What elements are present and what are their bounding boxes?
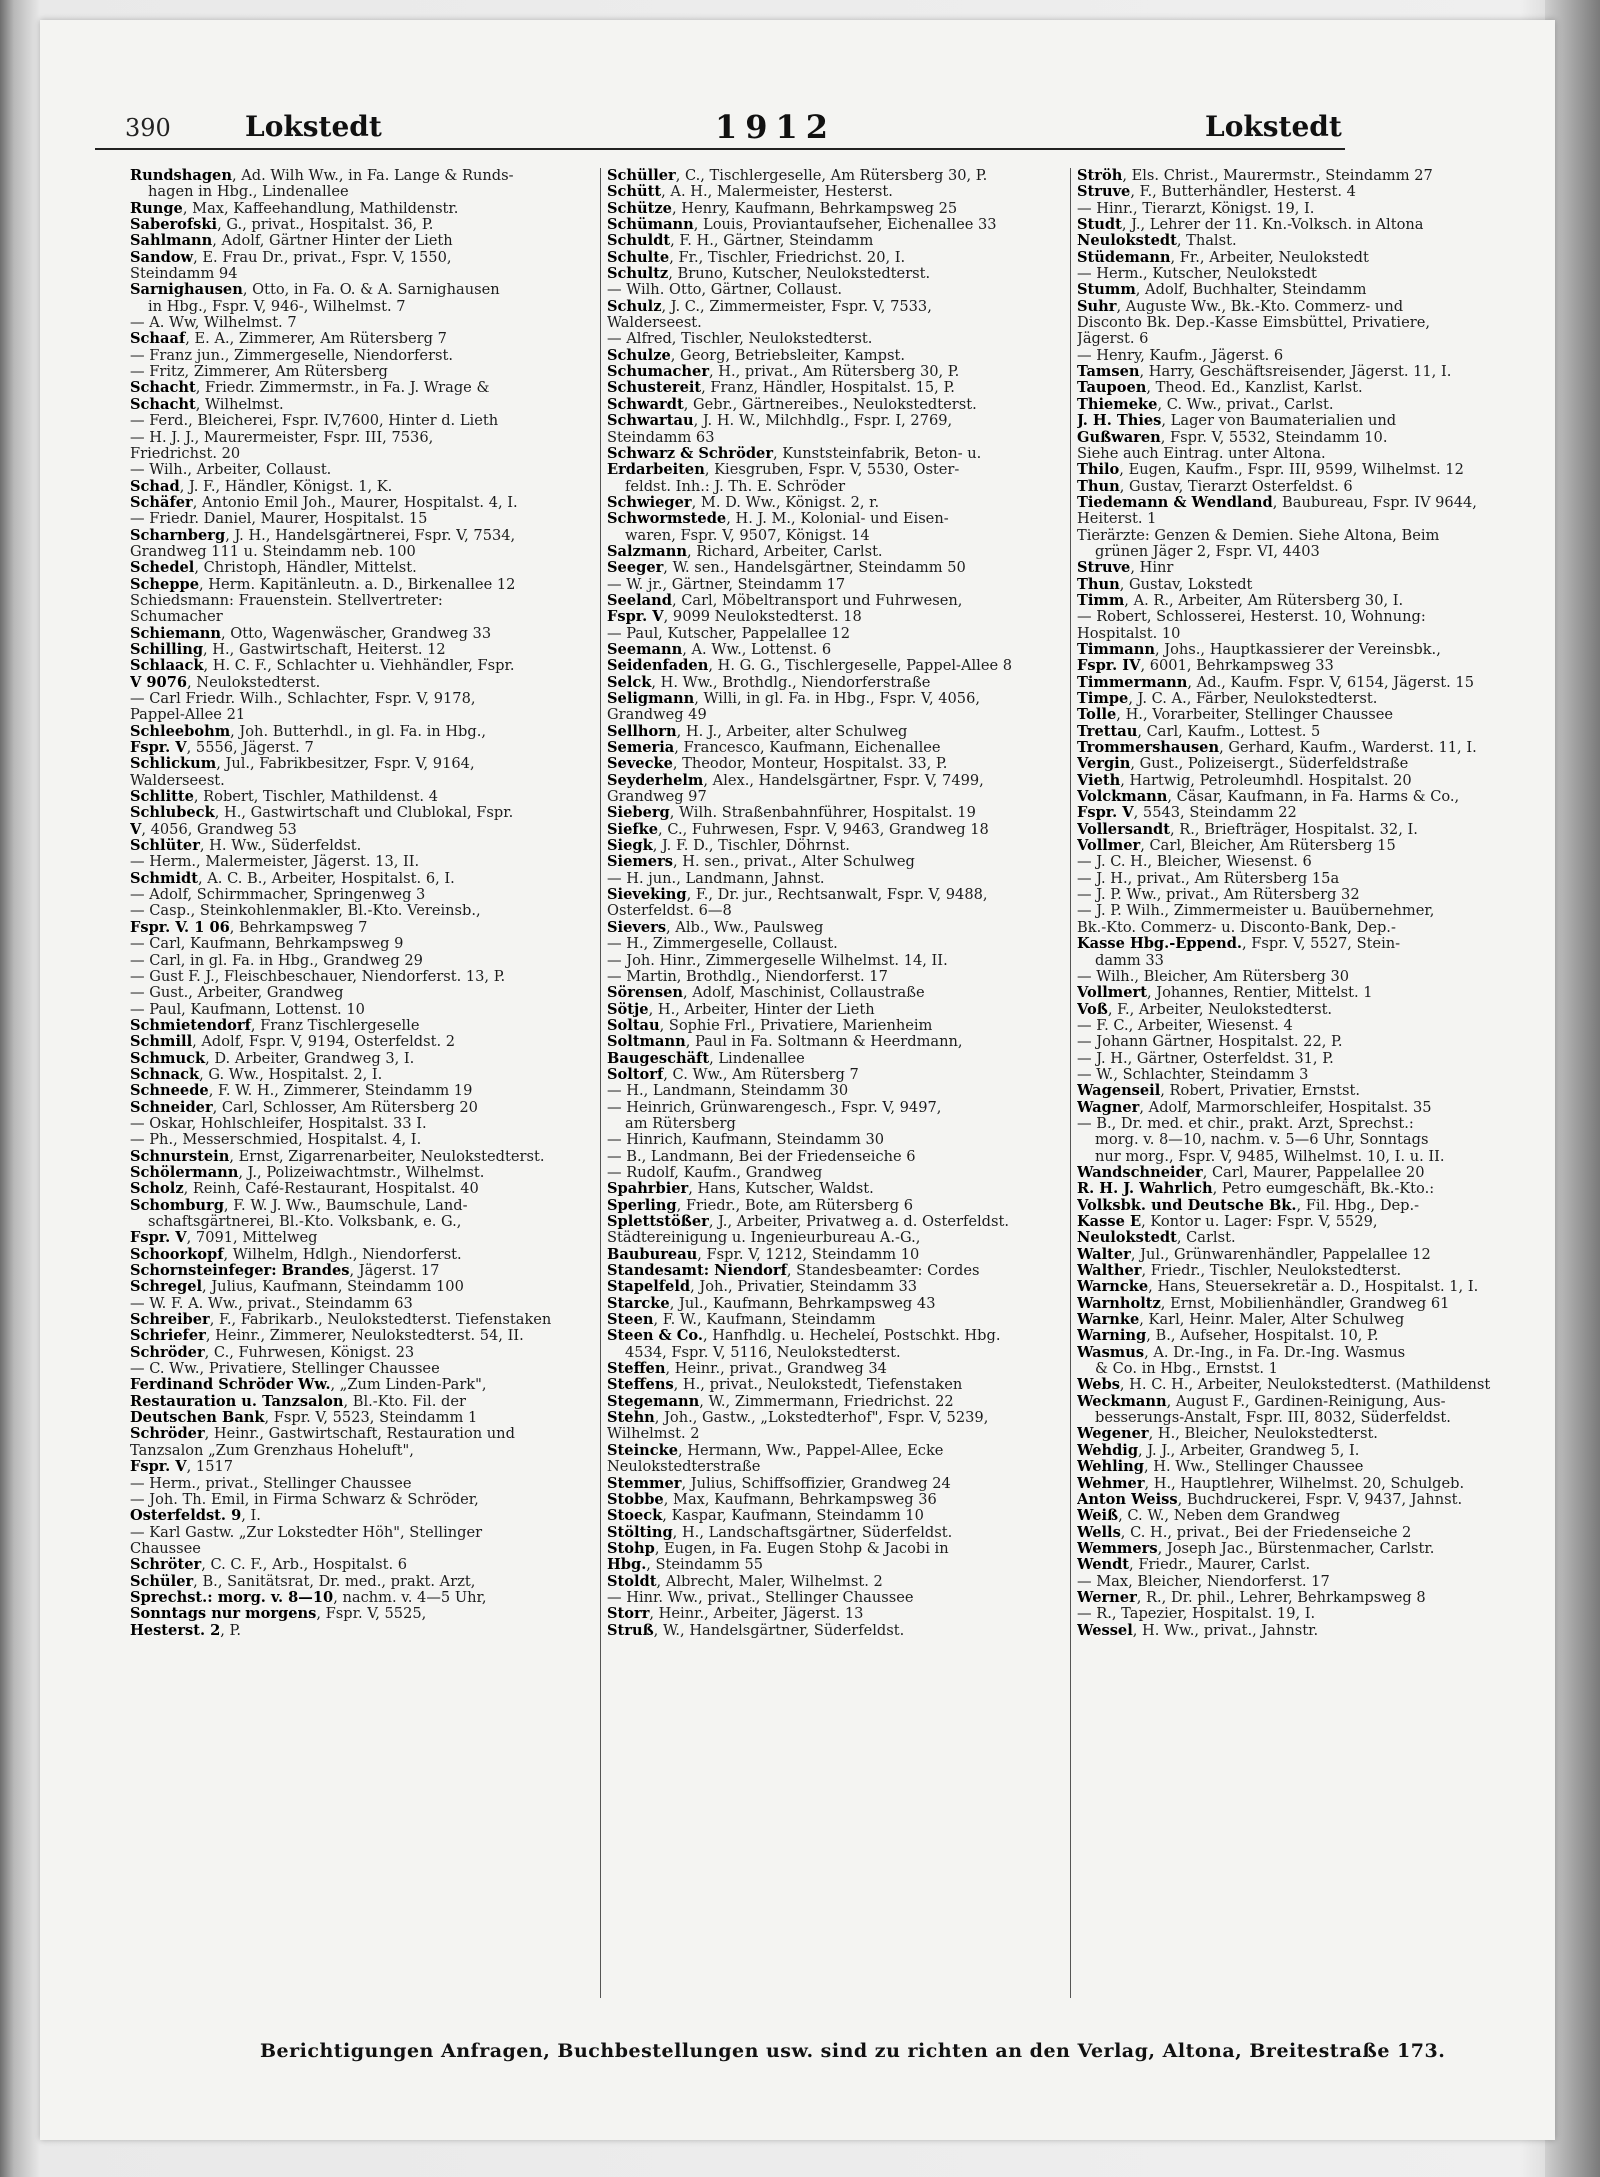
directory-entry: Anton Weiss, Buchdruckerei, Fspr. V, 9437, Jahnst. xyxy=(1077,1491,1463,1508)
directory-entry: — H. jun., Landmann, Jahnst. xyxy=(607,870,825,887)
running-head-left: Lokstedt xyxy=(245,110,382,143)
directory-entry: — Hinr. Ww., privat., Stellinger Chaussee xyxy=(607,1589,914,1606)
directory-entry: — Karl Gastw. „Zur Lokstedter Höh", Stellinger xyxy=(130,1524,483,1541)
directory-entry: — F. C., Arbeiter, Wiesenst. 4 xyxy=(1077,1017,1293,1034)
directory-entry: Schlickum, Jul., Fabrikbesitzer, Fspr. V, 9164, xyxy=(130,756,475,773)
directory-entry: Deutschen Bank, Fspr. V, 5523, Steindamm 1 xyxy=(130,1410,478,1427)
directory-entry: Wehmer, H., Hauptlehrer, Wilhelmst. 20, Schulgeb. xyxy=(1077,1475,1465,1492)
directory-entry: Stumm, Adolf, Buchhalter, Steindamm xyxy=(1077,282,1367,299)
directory-entry: — Gust F. J., Fleischbeschauer, Niendorferst. 13, P. xyxy=(130,968,506,985)
directory-entry: Schmietendorf, Franz Tischlergeselle xyxy=(130,1017,420,1034)
directory-entry: — J. H., Gärtner, Osterfeldst. 31, P. xyxy=(1077,1050,1334,1067)
directory-entry: Tamsen, Harry, Geschäftsreisender, Jägerst. 11, I. xyxy=(1077,364,1452,381)
directory-entry: — Robert, Schlosserei, Hesterst. 10, Wohnung: xyxy=(1077,609,1426,626)
directory-entry: — Franz jun., Zimmergeselle, Niendorferst. xyxy=(130,347,454,364)
directory-entry: grünen Jäger 2, Fspr. VI, 4403 xyxy=(1095,543,1320,560)
directory-entry: Fspr. V, 5543, Steindamm 22 xyxy=(1077,805,1297,822)
directory-entry: Stölting, H., Landschaftsgärtner, Süderfeldst. xyxy=(607,1524,953,1541)
directory-entry: Schedel, Christoph, Händler, Mittelst. xyxy=(130,560,417,577)
directory-entry: Schröder, C., Fuhrwesen, Königst. 23 xyxy=(130,1344,415,1361)
directory-entry: Stehn, Joh., Gastw., „Lokstedterhof", Fspr. V, 5239, xyxy=(607,1410,989,1427)
directory-entry: Friedrichst. 20 xyxy=(130,445,241,462)
directory-entry: Semeria, Francesco, Kaufmann, Eichenallee xyxy=(607,740,941,757)
directory-entry: — Carl, Kaufmann, Behrkampsweg 9 xyxy=(130,936,404,953)
directory-entry: Sarnighausen, Otto, in Fa. O. & A. Sarnighausen xyxy=(130,282,500,299)
directory-entry: Hesterst. 2, P. xyxy=(130,1622,242,1639)
directory-entry: Runge, Max, Kaffeehandlung, Mathildenstr. xyxy=(130,200,459,217)
directory-entry: Thilo, Eugen, Kaufm., Fspr. III, 9599, Wilhelmst. 12 xyxy=(1077,462,1464,479)
directory-entry: Osterfeldst. 6—8 xyxy=(607,903,732,920)
directory-entry: Baugeschäft, Lindenallee xyxy=(607,1050,805,1067)
directory-entry: — H., Zimmergeselle, Collaust. xyxy=(607,936,838,953)
directory-entry: Wegener, H., Bleicher, Neulokstedterst. xyxy=(1077,1426,1378,1443)
directory-entry: Schulz, J. C., Zimmermeister, Fspr. V, 7533, xyxy=(607,298,932,315)
directory-entry: Sahlmann, Adolf, Gärtner Hinter der Lieth xyxy=(130,233,453,250)
directory-entry: Tiedemann & Wendland, Baubureau, Fspr. IV 9644, xyxy=(1077,494,1477,511)
directory-entry: Fspr. V, 9099 Neulokstedterst. 18 xyxy=(607,609,862,626)
directory-entry: Seyderhelm, Alex., Handelsgärtner, Fspr. V, 7499, xyxy=(607,772,984,789)
running-head-year: 1912 xyxy=(715,108,837,146)
directory-entry: Schwormstede, H. J. M., Kolonial- und Eisen- xyxy=(607,511,949,528)
directory-entry: Sevecke, Theodor, Monteur, Hospitalst. 33, P. xyxy=(607,756,948,773)
directory-entry: Voß, F., Arbeiter, Neulokstedterst. xyxy=(1077,1001,1333,1018)
directory-entry: Vollmer, Carl, Bleicher, Am Rütersberg 15 xyxy=(1077,838,1396,855)
directory-entry: Wells, C. H., privat., Bei der Friedenseiche 2 xyxy=(1077,1524,1412,1541)
directory-entry: Neulokstedterstraße xyxy=(607,1459,761,1476)
directory-entry: Standesamt: Niendorf, Standesbeamter: Cordes xyxy=(607,1263,980,1280)
directory-entry: — J. H., privat., Am Rütersberg 15a xyxy=(1077,870,1340,887)
page-number: 390 xyxy=(125,114,171,142)
directory-entry: Siemers, H. sen., privat., Alter Schulweg xyxy=(607,854,915,871)
directory-entry: Chaussee xyxy=(130,1540,201,1557)
directory-entry: Schlitte, Robert, Tischler, Mathildenst. 4 xyxy=(130,789,438,806)
directory-entry: Schustereit, Franz, Händler, Hospitalst. 15, P. xyxy=(607,380,955,397)
directory-entry: feldst. Inh.: J. Th. E. Schröder xyxy=(625,478,846,495)
directory-entry: Weckmann, August F., Gardinen-Reinigung, Aus- xyxy=(1077,1393,1446,1410)
directory-entry: Suhr, Auguste Ww., Bk.-Kto. Commerz- und xyxy=(1077,298,1404,315)
directory-entry: Schröder, Heinr., Gastwirtschaft, Restauration und xyxy=(130,1426,515,1443)
directory-entry: Vollmert, Johannes, Rentier, Mittelst. 1 xyxy=(1077,985,1373,1002)
directory-entry: — Gust., Arbeiter, Grandweg xyxy=(130,985,344,1002)
directory-entry: Neulokstedt, Carlst. xyxy=(1077,1230,1236,1247)
directory-entry: damm 33 xyxy=(1095,952,1164,969)
directory-entry: Schultz, Bruno, Kutscher, Neulokstedterst. xyxy=(607,266,931,283)
directory-entry: Ströh, Els. Christ., Maurermstr., Steindamm 27 xyxy=(1077,168,1433,184)
directory-entry: Rundshagen, Ad. Wilh Ww., in Fa. Lange & Runds- xyxy=(130,168,514,184)
directory-entry: Schulze, Georg, Betriebsleiter, Kampst. xyxy=(607,347,905,364)
directory-entry: Walderseest. xyxy=(130,772,225,789)
directory-entry: & Co. in Hbg., Ernstst. 1 xyxy=(1095,1361,1278,1378)
directory-entry: — Alfred, Tischler, Neulokstedterst. xyxy=(607,331,873,348)
directory-entry: Schumacher xyxy=(130,609,223,626)
directory-entry: — W., Schlachter, Steindamm 3 xyxy=(1077,1066,1309,1083)
directory-entry: morg. v. 8—10, nachm. v. 5—6 Uhr, Sonntags xyxy=(1095,1132,1429,1149)
directory-entry: Schüler, B., Sanitätsrat, Dr. med., prakt. Arzt, xyxy=(130,1573,476,1590)
directory-entry: — Joh. Th. Emil, in Firma Schwarz & Schröder, xyxy=(130,1491,479,1508)
directory-entry: Schulte, Fr., Tischler, Friedrichst. 20, I. xyxy=(607,249,906,266)
directory-entry: Schiemann, Otto, Wagenwäscher, Grandweg 33 xyxy=(130,625,492,642)
directory-entry: Storr, Heinr., Arbeiter, Jägerst. 13 xyxy=(607,1606,864,1623)
directory-entry: Wehling, H. Ww., Stellinger Chaussee xyxy=(1077,1459,1364,1476)
directory-entry: Schütze, Henry, Kaufmann, Behrkampsweg 25 xyxy=(607,200,958,217)
directory-entry: — Paul, Kaufmann, Lottenst. 10 xyxy=(130,1001,365,1018)
directory-entry: — Rudolf, Kaufm., Grandweg xyxy=(607,1164,823,1181)
directory-entry: Jägerst. 6 xyxy=(1077,331,1149,348)
directory-entry: — Herm., privat., Stellinger Chaussee xyxy=(130,1475,412,1492)
directory-entry: Grandweg 49 xyxy=(607,707,707,724)
directory-entry: Hbg., Steindamm 55 xyxy=(607,1557,764,1574)
directory-entry: — Carl Friedr. Wilh., Schlachter, Fspr. V, 9178, xyxy=(130,691,476,707)
directory-entry: Splettstößer, J., Arbeiter, Privatweg a. d. Osterfeldst. xyxy=(607,1214,1009,1230)
directory-entry: Stemmer, Julius, Schiffsoffizier, Grandweg 24 xyxy=(607,1475,951,1492)
directory-entry: Selck, H. Ww., Brothdlg., Niendorferstraße xyxy=(607,674,931,691)
directory-entry: Scholz, Reinh, Café-Restaurant, Hospitalst. 40 xyxy=(130,1181,479,1198)
directory-entry: — Oskar, Hohlschleifer, Hospitalst. 33 I. xyxy=(130,1115,427,1132)
directory-entry: — W. jr., Gärtner, Steindamm 17 xyxy=(607,576,846,593)
directory-entry: V, 4056, Grandweg 53 xyxy=(130,821,297,838)
directory-entry: waren, Fspr. V, 9507, Königst. 14 xyxy=(625,527,870,544)
directory-entry: Soltmann, Paul in Fa. Soltmann & Heerdmann, xyxy=(607,1034,963,1051)
directory-entry: Trettau, Carl, Kaufm., Lottest. 5 xyxy=(1077,723,1321,740)
directory-entry: Schnack, G. Ww., Hospitalst. 2, I. xyxy=(130,1066,383,1083)
directory-entry: Struve, F., Butterhändler, Hesterst. 4 xyxy=(1077,184,1356,201)
directory-entry: Volckmann, Cäsar, Kaufmann, in Fa. Harms & Co., xyxy=(1077,789,1460,806)
directory-entry: — Herm., Malermeister, Jägerst. 13, II. xyxy=(130,854,420,871)
directory-entry: Schacht, Friedr. Zimmermstr., in Fa. J. Wrage & xyxy=(130,380,490,397)
directory-entry: — J. P. Ww., privat., Am Rütersberg 32 xyxy=(1077,887,1360,904)
directory-entry: Fspr. V. 1 06, Behrkampsweg 7 xyxy=(130,919,368,936)
directory-entry: besserungs-Anstalt, Fspr. III, 8032, Süderfeldst. xyxy=(1095,1410,1451,1427)
directory-entry: Wandschneider, Carl, Maurer, Pappelallee 20 xyxy=(1077,1164,1425,1181)
page-header xyxy=(95,108,1345,150)
directory-entry: — Wilh., Bleicher, Am Rütersberg 30 xyxy=(1077,968,1350,985)
directory-entry: Stoeck, Kaspar, Kaufmann, Steindamm 10 xyxy=(607,1508,924,1525)
directory-column-3 xyxy=(1070,168,1517,1998)
directory-entry: Wagner, Adolf, Marmorschleifer, Hospitalst. 35 xyxy=(1077,1099,1432,1116)
directory-entry: J. H. Thies, Lager von Baumaterialien und xyxy=(1077,413,1397,430)
directory-entry: Schümann, Louis, Proviantaufseher, Eichenallee 33 xyxy=(607,217,997,234)
directory-entry: Schnurstein, Ernst, Zigarrenarbeiter, Neulokstedterst. xyxy=(130,1148,545,1165)
directory-entry: — Hinr., Tierarzt, Königst. 19, I. xyxy=(1077,200,1315,217)
directory-entry: Fspr. IV, 6001, Behrkampsweg 33 xyxy=(1077,658,1334,675)
directory-entry: — Friedr. Daniel, Maurer, Hospitalst. 15 xyxy=(130,511,428,528)
directory-entry: Schlaack, H. C. F., Schlachter u. Viehhändler, Fspr. xyxy=(130,658,515,675)
directory-entry: — Wilh., Arbeiter, Collaust. xyxy=(130,462,332,479)
directory-entry: Schüller, C., Tischlergeselle, Am Rütersberg 30, P. xyxy=(607,168,988,184)
directory-entry: Stegemann, W., Zimmermann, Friedrichst. 22 xyxy=(607,1393,954,1410)
directory-entry: Schölermann, J., Polizeiwachtmstr., Wilhelmst. xyxy=(130,1164,485,1181)
directory-entry: Spahrbier, Hans, Kutscher, Waldst. xyxy=(607,1181,874,1198)
directory-entry: Gußwaren, Fspr. V, 5532, Steindamm 10. xyxy=(1077,429,1388,446)
directory-entry: — Martin, Brothdlg., Niendorferst. 17 xyxy=(607,968,888,985)
directory-entry: Wemmers, Joseph Jac., Bürstenmacher, Carlstr. xyxy=(1077,1540,1435,1557)
directory-entry: Ferdinand Schröder Ww., „Zum Linden-Park", xyxy=(130,1377,487,1394)
directory-entry: Restauration u. Tanzsalon, Bl.-Kto. Fil. der xyxy=(130,1393,466,1410)
directory-entry: — Paul, Kutscher, Pappelallee 12 xyxy=(607,625,851,642)
directory-entry: Städtereinigung u. Ingenieurbureau A.-G., xyxy=(607,1230,921,1247)
directory-entry: hagen in Hbg., Lindenallee xyxy=(148,184,349,201)
directory-entry: — Carl, in gl. Fa. in Hbg., Grandweg 29 xyxy=(130,952,423,969)
directory-entry: Starcke, Jul., Kaufmann, Behrkampsweg 43 xyxy=(607,1295,936,1312)
directory-entry: Steffen, Heinr., privat., Grandweg 34 xyxy=(607,1361,887,1378)
directory-entry: Timpe, J. C. A., Färber, Neulokstedterst. xyxy=(1077,691,1378,707)
directory-entry: Sprechst.: morg. v. 8—10, nachm. v. 4—5 Uhr, xyxy=(130,1589,487,1606)
directory-entry: Wehdig, J. J., Arbeiter, Grandweg 5, I. xyxy=(1077,1442,1360,1459)
directory-entry: Kasse Hbg.-Eppend., Fspr. V, 5527, Stein- xyxy=(1077,936,1401,953)
directory-entry: Schuldt, F. H., Gärtner, Steindamm xyxy=(607,233,874,250)
directory-entry: Steen & Co., Hanfhdlg. u. Hecheleí, Postschkt. Hbg. xyxy=(607,1328,1001,1345)
directory-entry: Schiedsmann: Frauenstein. Stellvertreter: xyxy=(130,592,443,609)
directory-entry: Schwardt, Gebr., Gärtnereibes., Neulokstedterst. xyxy=(607,396,977,413)
directory-entry: — Adolf, Schirmmacher, Springenweg 3 xyxy=(130,887,426,904)
directory-entry: Schröter, C. C. F., Arb., Hospitalst. 6 xyxy=(130,1557,408,1574)
directory-entry: R. H. J. Wahrlich, Petro eumgeschäft, Bk.-Kto.: xyxy=(1077,1181,1435,1198)
directory-entry: Steindamm 94 xyxy=(130,266,238,283)
directory-entry: Vieth, Hartwig, Petroleumhdl. Hospitalst. 20 xyxy=(1077,772,1412,789)
directory-entry: Fspr. V, 1517 xyxy=(130,1459,234,1476)
directory-entry: Sieveking, F., Dr. jur., Rechtsanwalt, Fspr. V, 9488, xyxy=(607,887,988,904)
directory-entry: Volksbk. und Deutsche Bk., Fil. Hbg., Dep.- xyxy=(1077,1197,1420,1214)
directory-entry: Sievers, Alb., Ww., Paulsweg xyxy=(607,919,824,936)
directory-entry: Seeland, Carl, Möbeltransport und Fuhrwesen, xyxy=(607,592,963,609)
directory-entry: Kasse E, Kontor u. Lager: Fspr. V, 5529, xyxy=(1077,1214,1378,1230)
directory-entry: Schoorkopf, Wilhelm, Hdlgh., Niendorferst. xyxy=(130,1246,462,1263)
directory-entry: Wendt, Friedr., Maurer, Carlst. xyxy=(1077,1557,1311,1574)
directory-entry: Warning, B., Aufseher, Hospitalst. 10, P. xyxy=(1077,1328,1379,1345)
directory-entry: — Henry, Kaufm., Jägerst. 6 xyxy=(1077,347,1284,364)
directory-entry: V 9076, Neulokstedterst. xyxy=(130,674,321,691)
directory-entry: — Heinrich, Grünwarengesch., Fspr. V, 9497, xyxy=(607,1099,942,1116)
directory-entry: Schneede, F. W. H., Zimmerer, Steindamm 19 xyxy=(130,1083,473,1100)
directory-entry: Fspr. V, 5556, Jägerst. 7 xyxy=(130,740,314,757)
directory-entry: Fspr. V, 7091, Mittelweg xyxy=(130,1230,318,1247)
directory-entry: Struve, Hinr xyxy=(1077,560,1174,577)
directory-entry: Thun, Gustav, Lokstedt xyxy=(1077,576,1253,593)
directory-entry: Tierärzte: Genzen & Demien. Siehe Altona, Beim xyxy=(1077,527,1440,544)
directory-entry: Osterfeldst. 9, I. xyxy=(130,1508,261,1525)
directory-entry: Wilhelmst. 2 xyxy=(607,1426,700,1443)
directory-entry: Grandweg 111 u. Steindamm neb. 100 xyxy=(130,543,416,560)
directory-entry: Baubureau, Fspr. V, 1212, Steindamm 10 xyxy=(607,1246,920,1263)
directory-entry: Hospitalst. 10 xyxy=(1077,625,1181,642)
directory-entry: in Hbg., Fspr. V, 946-, Wilhelmst. 7 xyxy=(148,298,406,315)
directory-entry: Stoldt, Albrecht, Maler, Wilhelmst. 2 xyxy=(607,1573,883,1590)
directory-entry: Schlüter, H. Ww., Süderfeldst. xyxy=(130,838,362,855)
directory-entry: Stapelfeld, Joh., Privatier, Steindamm 33 xyxy=(607,1279,918,1296)
directory-entry: schaftsgärtnerei, Bl.-Kto. Volksbank, e. G., xyxy=(148,1214,462,1230)
directory-entry: Schwarz & Schröder, Kunststeinfabrik, Beton- u. xyxy=(607,445,982,462)
directory-entry: Sonntags nur morgens, Fspr. V, 5525, xyxy=(130,1606,427,1623)
directory-entry: — Fritz, Zimmerer, Am Rütersberg xyxy=(130,364,388,381)
directory-entry: Wessel, H. Ww., privat., Jahnstr. xyxy=(1077,1622,1319,1639)
directory-entry: Siefke, C., Fuhrwesen, Fspr. V, 9463, Grandweg 18 xyxy=(607,821,989,838)
directory-entry: Schmuck, D. Arbeiter, Grandweg 3, I. xyxy=(130,1050,415,1067)
directory-entry: Steindamm 63 xyxy=(607,429,715,446)
directory-entry: Taupoen, Theod. Ed., Kanzlist, Karlst. xyxy=(1077,380,1363,397)
directory-entry: — B., Dr. med. et chir., prakt. Arzt, Sprechst.: xyxy=(1077,1115,1414,1132)
directory-entry: — Herm., Kutscher, Neulokstedt xyxy=(1077,266,1317,283)
directory-entry: — J. C. H., Bleicher, Wiesenst. 6 xyxy=(1077,854,1312,871)
directory-entry: Schaaf, E. A., Zimmerer, Am Rütersberg 7 xyxy=(130,331,447,348)
directory-entry: Sandow, E. Frau Dr., privat., Fspr. V, 1550, xyxy=(130,249,452,266)
directory-entry: am Rütersberg xyxy=(625,1115,736,1132)
directory-entry: Schriefer, Heinr., Zimmerer, Neulokstedterst. 54, II. xyxy=(130,1328,524,1345)
directory-entry: Seidenfaden, H. G. G., Tischlergeselle, Pappel-Allee 8 xyxy=(607,658,1013,675)
directory-entry: — A. Ww, Wilhelmst. 7 xyxy=(130,315,297,332)
directory-entry: Siehe auch Eintrag. unter Altona. xyxy=(1077,445,1326,462)
directory-entry: Warnke, Karl, Heinr. Maler, Alter Schulweg xyxy=(1077,1312,1405,1329)
directory-entry: Saberofski, G., privat., Hospitalst. 36, P. xyxy=(130,217,434,234)
directory-entry: Schregel, Julius, Kaufmann, Steindamm 100 xyxy=(130,1279,464,1296)
directory-entry: Studt, J., Lehrer der 11. Kn.-Volksch. in Altona xyxy=(1077,217,1424,234)
directory-entry: Schäfer, Antonio Emil Joh., Maurer, Hospitalst. 4, I. xyxy=(130,494,518,511)
directory-entry: — Johann Gärtner, Hospitalst. 22, P. xyxy=(1077,1034,1343,1051)
directory-entry: Sörensen, Adolf, Maschinist, Collaustraße xyxy=(607,985,925,1002)
directory-entry: Timmermann, Ad., Kaufm. Fspr. V, 6154, Jägerst. 15 xyxy=(1077,674,1474,691)
directory-entry: Sötje, H., Arbeiter, Hinter der Lieth xyxy=(607,1001,875,1018)
directory-entry: Seeger, W. sen., Handelsgärtner, Steindamm 50 xyxy=(607,560,966,577)
directory-columns xyxy=(130,168,1520,1998)
directory-entry: Timm, A. R., Arbeiter, Am Rütersberg 30, I. xyxy=(1077,592,1404,609)
directory-entry: Walderseest. xyxy=(607,315,702,332)
directory-entry: — H., Landmann, Steindamm 30 xyxy=(607,1083,849,1100)
directory-entry: Tanzsalon „Zum Grenzhaus Hoheluft", xyxy=(130,1442,414,1459)
directory-entry: Tolle, H., Vorarbeiter, Stellinger Chaussee xyxy=(1077,707,1394,724)
directory-entry: Sellhorn, H. J., Arbeiter, alter Schulweg xyxy=(607,723,908,740)
directory-entry: Neulokstedt, Thalst. xyxy=(1077,233,1237,250)
directory-entry: Thiemeke, C. Ww., privat., Carlst. xyxy=(1077,396,1334,413)
directory-entry: Schmill, Adolf, Fspr. V, 9194, Osterfeldst. 2 xyxy=(130,1034,456,1051)
directory-entry: Pappel-Allee 21 xyxy=(130,707,246,724)
directory-entry: — Max, Bleicher, Niendorferst. 17 xyxy=(1077,1573,1330,1590)
running-head-right: Lokstedt xyxy=(1205,110,1342,143)
directory-entry: 4534, Fspr. V, 5116, Neulokstedterst. xyxy=(625,1344,901,1361)
directory-entry: Trommershausen, Gerhard, Kaufm., Warderst. 11, I. xyxy=(1077,740,1477,757)
directory-column-1 xyxy=(130,168,590,1998)
directory-entry: Schornsteinfeger: Brandes, Jägerst. 17 xyxy=(130,1263,440,1280)
directory-entry: Soltorf, C. Ww., Am Rütersberg 7 xyxy=(607,1066,859,1083)
directory-entry: Schwartau, J. H. W., Milchhdlg., Fspr. I, 2769, xyxy=(607,413,953,430)
directory-entry: Wagenseil, Robert, Privatier, Ernstst. xyxy=(1077,1083,1361,1100)
directory-entry: Heiterst. 1 xyxy=(1077,511,1157,528)
directory-entry: Schilling, H., Gastwirtschaft, Heiterst. 12 xyxy=(130,641,446,658)
directory-entry: — Wilh. Otto, Gärtner, Collaust. xyxy=(607,282,843,299)
directory-entry: Struß, W., Handelsgärtner, Süderfeldst. xyxy=(607,1622,905,1639)
directory-entry: Erdarbeiten, Kiesgruben, Fspr. V, 5530, Oster- xyxy=(607,462,960,479)
directory-entry: Schad, J. F., Händler, Königst. 1, K. xyxy=(130,478,393,495)
directory-entry: — Ph., Messerschmied, Hospitalst. 4, I. xyxy=(130,1132,422,1149)
directory-entry: — C. Ww., Privatiere, Stellinger Chaussee xyxy=(130,1361,440,1378)
directory-entry: Scharnberg, J. H., Handelsgärtnerei, Fspr. V, 7534, xyxy=(130,527,516,544)
directory-entry: — H. J. J., Maurermeister, Fspr. III, 7536, xyxy=(130,429,434,446)
directory-entry: Weiß, C. W., Neben dem Grandweg xyxy=(1077,1508,1341,1525)
directory-entry: Stobbe, Max, Kaufmann, Behrkampsweg 36 xyxy=(607,1491,937,1508)
directory-entry: Stohp, Eugen, in Fa. Eugen Stohp & Jacobi in xyxy=(607,1540,949,1557)
directory-entry: Sieberg, Wilh. Straßenbahnführer, Hospitalst. 19 xyxy=(607,805,976,822)
directory-entry: Siegk, J. F. D., Tischler, Döhrnst. xyxy=(607,838,850,855)
directory-entry: Steen, F. W., Kaufmann, Steindamm xyxy=(607,1312,876,1329)
directory-entry: Steincke, Hermann, Ww., Pappel-Allee, Ecke xyxy=(607,1442,944,1459)
directory-entry: nur morg., Fspr. V, 9485, Wilhelmst. 10, I. u. II. xyxy=(1095,1148,1445,1165)
directory-entry: Thun, Gustav, Tierarzt Osterfeldst. 6 xyxy=(1077,478,1353,495)
directory-entry: — Casp., Steinkohlenmakler, Bl.-Kto. Vereinsb., xyxy=(130,903,481,920)
directory-entry: — J. P. Wilh., Zimmermeister u. Bauübernehmer, xyxy=(1077,903,1435,920)
directory-entry: Timmann, Johs., Hauptkassierer der Vereinsbk., xyxy=(1077,641,1441,658)
directory-entry: Schomburg, F. W. J. Ww., Baumschule, Land- xyxy=(130,1197,468,1214)
directory-entry: — W. F. A. Ww., privat., Steindamm 63 xyxy=(130,1295,413,1312)
directory-entry: Warncke, Hans, Steuersekretär a. D., Hospitalst. 1, I. xyxy=(1077,1279,1479,1296)
directory-entry: Bk.-Kto. Commerz- u. Disconto-Bank, Dep.- xyxy=(1077,919,1396,936)
directory-entry: Schneider, Carl, Schlosser, Am Rütersberg 20 xyxy=(130,1099,478,1116)
directory-entry: Disconto Bk. Dep.-Kasse Eimsbüttel, Privatiere, xyxy=(1077,315,1430,332)
directory-entry: Werner, R., Dr. phil., Lehrer, Behrkampsweg 8 xyxy=(1077,1589,1426,1606)
directory-entry: Schumacher, H., privat., Am Rütersberg 30, P. xyxy=(607,364,960,381)
directory-entry: Seligmann, Willi, in gl. Fa. in Hbg., Fspr. V, 4056, xyxy=(607,691,981,707)
directory-entry: — Hinrich, Kaufmann, Steindamm 30 xyxy=(607,1132,885,1149)
directory-entry: Walter, Jul., Grünwarenhändler, Pappelallee 12 xyxy=(1077,1246,1431,1263)
directory-entry: Webs, H. C. H., Arbeiter, Neulokstedterst. (Mathildenst xyxy=(1077,1377,1491,1394)
directory-entry: Stüdemann, Fr., Arbeiter, Neulokstedt xyxy=(1077,249,1369,266)
directory-entry: Scheppe, Herm. Kapitänleutn. a. D., Birkenallee 12 xyxy=(130,576,516,593)
directory-entry: Vollersandt, R., Briefträger, Hospitalst. 32, I. xyxy=(1077,821,1418,838)
directory-entry: Seemann, A. Ww., Lottenst. 6 xyxy=(607,641,832,658)
directory-entry: Schwieger, M. D. Ww., Königst. 2, r. xyxy=(607,494,880,511)
directory-entry: Schacht, Wilhelmst. xyxy=(130,396,284,413)
directory-entry: Schütt, A. H., Malermeister, Hesterst. xyxy=(607,184,893,201)
directory-column-2 xyxy=(600,168,1067,1998)
directory-entry: Schreiber, F., Fabrikarb., Neulokstedterst. Tiefenstaken xyxy=(130,1312,552,1329)
directory-entry: — B., Landmann, Bei der Friedenseiche 6 xyxy=(607,1148,916,1165)
directory-entry: Soltau, Sophie Frl., Privatiere, Marienheim xyxy=(607,1017,933,1034)
directory-entry: Schlubeck, H., Gastwirtschaft und Clublokal, Fspr. xyxy=(130,805,514,822)
directory-entry: Sperling, Friedr., Bote, am Rütersberg 6 xyxy=(607,1197,913,1214)
directory-entry: Salzmann, Richard, Arbeiter, Carlst. xyxy=(607,543,883,560)
directory-entry: Steffens, H., privat., Neulokstedt, Tiefenstaken xyxy=(607,1377,963,1394)
directory-entry: Walther, Friedr., Tischler, Neulokstedterst. xyxy=(1077,1263,1402,1280)
directory-entry: Warnholtz, Ernst, Mobilienhändler, Grandweg 61 xyxy=(1077,1295,1450,1312)
directory-entry: Grandweg 97 xyxy=(607,789,707,806)
directory-entry: Wasmus, A. Dr.-Ing., in Fa. Dr.-Ing. Wasmus xyxy=(1077,1344,1406,1361)
directory-entry: Vergin, Gust., Polizeisergt., Süderfeldstraße xyxy=(1077,756,1409,773)
directory-entry: Schleebohm, Joh. Butterhdl., in gl. Fa. in Hbg., xyxy=(130,723,487,740)
publisher-footer: Berichtigungen Anfragen, Buchbestellungen usw. sind zu richten an den Verlag, Altona, Breitestraße 173. xyxy=(260,2040,1446,2062)
directory-entry: — Ferd., Bleicherei, Fspr. IV,7600, Hinter d. Lieth xyxy=(130,413,499,430)
directory-entry: — R., Tapezier, Hospitalst. 19, I. xyxy=(1077,1606,1316,1623)
directory-entry: Schmidt, A. C. B., Arbeiter, Hospitalst. 6, I. xyxy=(130,870,455,887)
directory-entry: — Joh. Hinr., Zimmergeselle Wilhelmst. 14, II. xyxy=(607,952,948,969)
